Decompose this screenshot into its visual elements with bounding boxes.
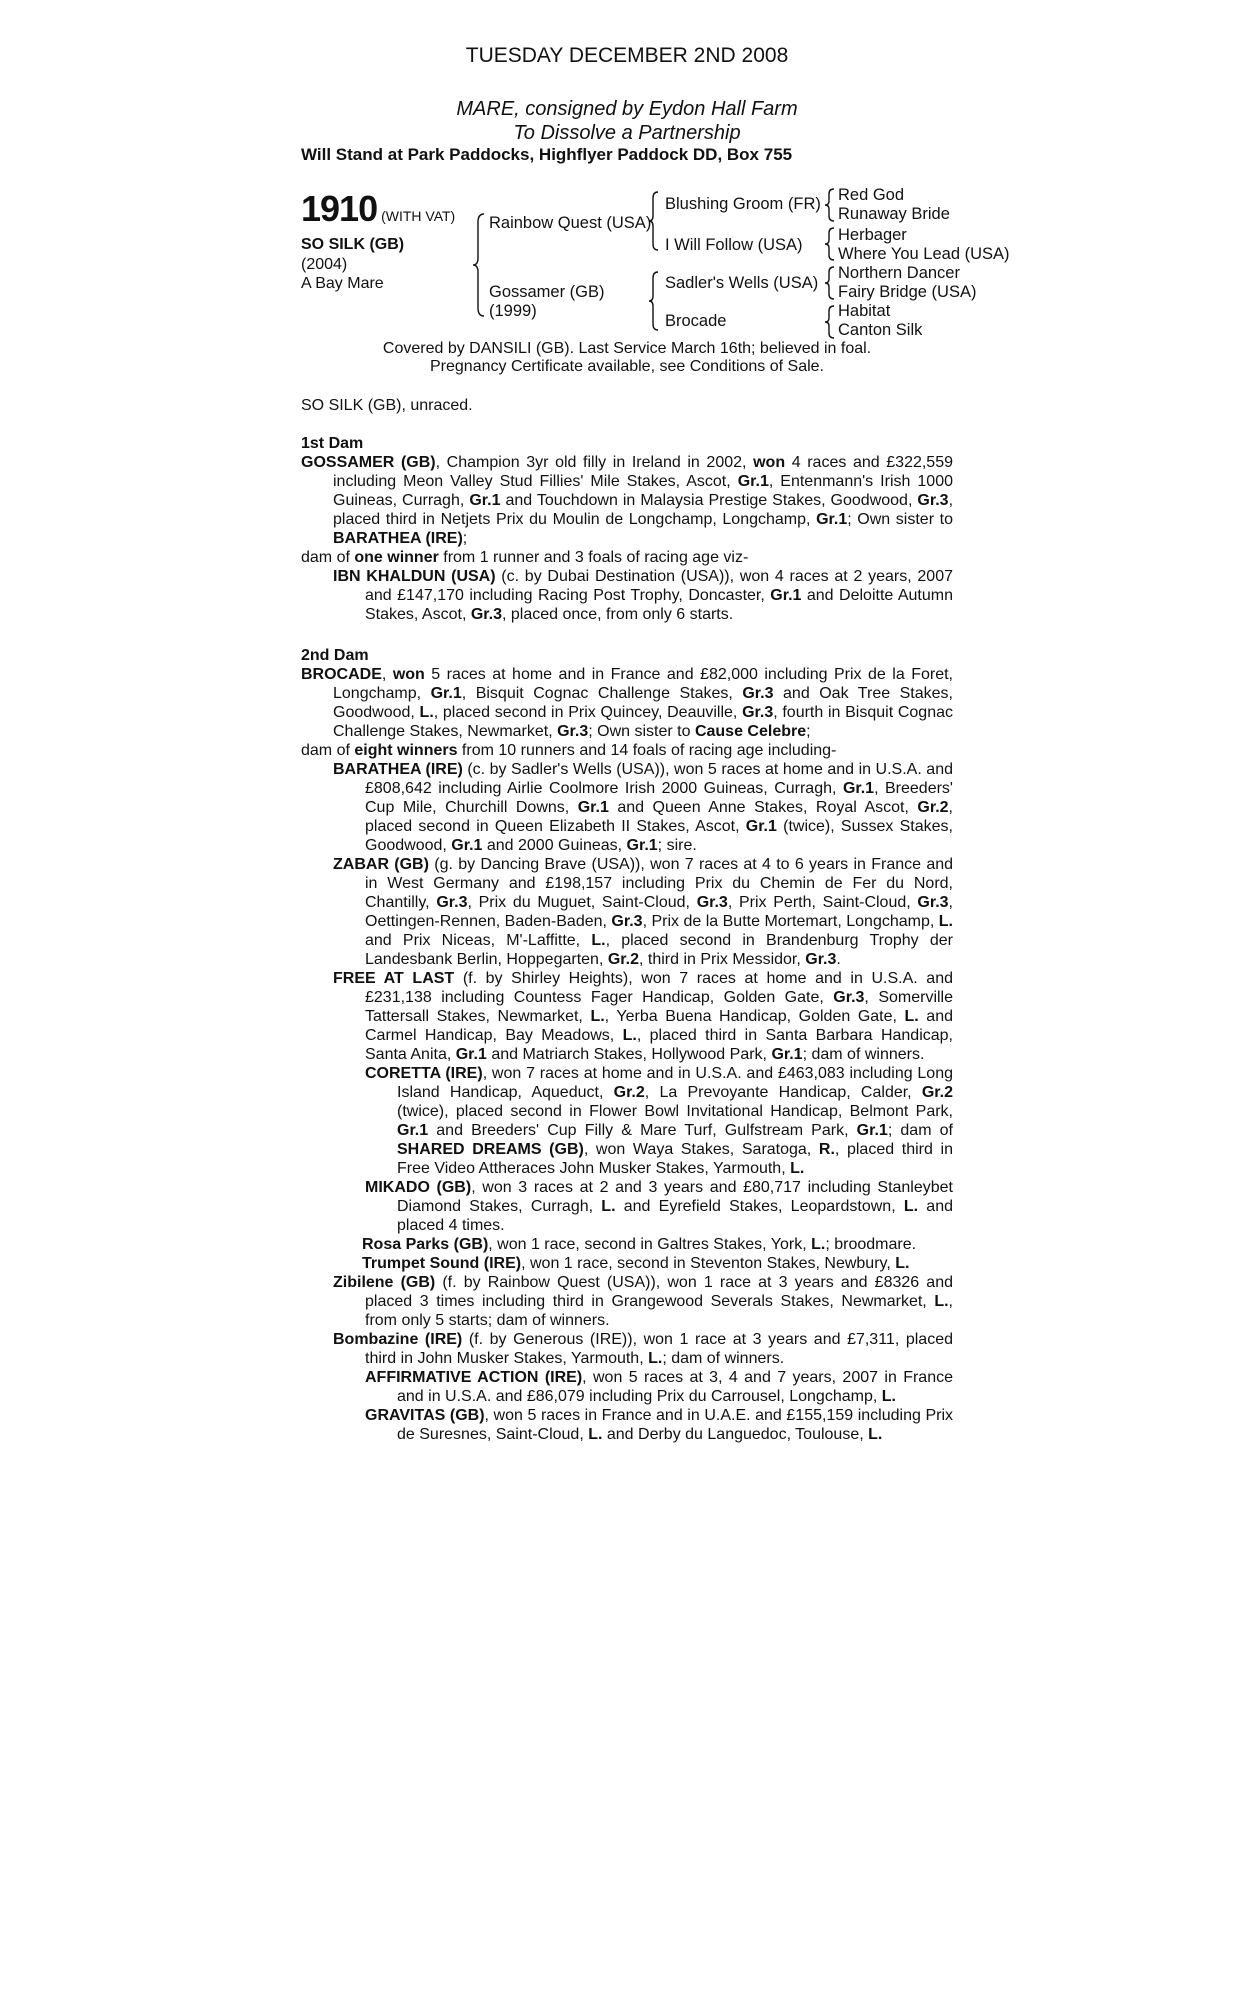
pedigree-dss: Northern Dancer (838, 264, 960, 282)
pregnancy-note: Pregnancy Certificate available, see Conditions of Sale. (430, 358, 824, 375)
vat-note: (WITH VAT) (381, 208, 456, 224)
first-dam-section (301, 434, 953, 624)
progeny-free-at-last: FREE AT LAST (f. by Shirley Heights), won 7 races at home and in U.S.A. and £231,138 including Countess Fager Handicap, Golden Gate, Gr.3, Somerville Tattersall Stakes, Newmarket, L., Yerba Buena Handicap, Golden Gate, L. and Carmel Handicap, Bay Meadows, L., placed third in Santa Barbara Handicap, Santa Anita, Gr.1 and Matriarch Stakes, Hollywood Park, Gr.1; dam of winners. (333, 970, 954, 1063)
second-dam-section (301, 646, 953, 1444)
pedigree-brace-main (472, 212, 486, 318)
first-dam-heading: 1st Dam (301, 435, 364, 452)
second-dam-paragraph: BROCADE, won 5 races at home and in France and £82,000 including Prix de la Foret, Longchamp, Gr.1, Bisquit Cognac Challenge Stakes, Gr.3 and Oak Tree Stakes, Goodwood, L., placed second in Prix Quincey, Deauville, Gr.3, fourth in Bisquit Cognac Challenge Stakes, Newmarket, Gr.3; Own sister to Cause Celebre; (301, 666, 954, 740)
first-dam-name: GOSSAMER (GB) (301, 454, 436, 471)
pedigree-brace-dd (824, 304, 836, 340)
sale-date: TUESDAY DECEMBER 2ND 2008 (465, 44, 789, 67)
stand-location: Will Stand at Park Paddocks, Highflyer Paddock DD, Box 755 (301, 145, 793, 164)
horse-name: SO SILK (GB) (301, 236, 405, 253)
horse-year: (2004) (301, 256, 348, 273)
pedigree-brace-ds (824, 265, 836, 301)
horse-description: A Bay Mare (301, 275, 384, 292)
pedigree-ssd: Runaway Bride (838, 205, 950, 223)
progeny-mikado: MIKADO (GB), won 3 races at 2 and 3 years and £80,717 including Stanleybet Diamond Stakes, Curragh, L. and Eyrefield Stakes, Leopardstown, L. and placed 4 times. (365, 1179, 954, 1234)
progeny-barathea: BARATHEA (IRE) (c. by Sadler's Wells (USA)), won 5 races at home and in U.S.A. and £808,642 including Airlie Coolmore Irish 2000 Guineas, Curragh, Gr.1, Breeders' Cup Mile, Churchill Downs, Gr.1 and Queen Anne Stakes, Royal Ascot, Gr.2, placed second in Queen Elizabeth II Stakes, Ascot, Gr.1 (twice), Sussex Stakes, Goodwood, Gr.1 and 2000 Guineas, Gr.1; sire. (333, 761, 954, 854)
progeny-affirmative-action: AFFIRMATIVE ACTION (IRE), won 5 races at 3, 4 and 7 years, 2007 in France and in U.S.A. and £86,079 including Prix du Carrousel, Longchamp, L. (365, 1369, 954, 1405)
pedigree-dam-dam: Brocade (665, 312, 727, 330)
pedigree-dam: Gossamer (GB) (489, 283, 605, 301)
covered-note: Covered by DANSILI (GB). Last Service March 16th; believed in foal. (382, 340, 872, 357)
unraced-note: SO SILK (GB), unraced. (301, 397, 473, 414)
pedigree-dam-sire: Sadler's Wells (USA) (665, 274, 819, 292)
pedigree-sds: Herbager (838, 226, 907, 244)
progeny-rosa-parks: Rosa Parks (GB), won 1 race, second in Galtres Stakes, York, L.; broodmare. (362, 1236, 917, 1253)
first-dam-paragraph: GOSSAMER (GB), Champion 3yr old filly in Ireland in 2002, won 4 races and £322,559 including Meon Valley Stud Fillies' Mile Stakes, Ascot, Gr.1, Entenmann's Irish 1000 Guineas, Curragh, Gr.1 and Touchdown in Malaysia Prestige Stakes, Goodwood, Gr.3, placed third in Netjets Prix du Moulin de Longchamp, Longchamp, Gr.1; Own sister to BARATHEA (IRE); (301, 454, 954, 547)
second-dam-heading: 2nd Dam (301, 647, 369, 664)
pedigree-ddd: Canton Silk (838, 321, 923, 339)
pedigree-sdd: Where You Lead (USA) (838, 245, 1010, 263)
pedigree-sss: Red God (838, 186, 905, 204)
second-dam-produce-summary: dam of eight winners from 10 runners and 14 foals of racing age including- (301, 742, 837, 759)
lot-number-block (301, 188, 455, 230)
pedigree-brace-dam (648, 270, 660, 332)
pedigree-dds: Habitat (838, 302, 891, 320)
progeny-bombazine: Bombazine (IRE) (f. by Generous (IRE)), won 1 race at 3 years and £7,311, placed third in John Musker Stakes, Yarmouth, L.; dam of winners. (333, 1331, 953, 1367)
pedigree-dam-year: (1999) (489, 302, 537, 320)
pedigree-brace-ss (824, 187, 836, 223)
second-dam-name: BROCADE (301, 666, 382, 683)
sale-reason: To Dissolve a Partnership (513, 122, 741, 144)
lot-number: 1910 (301, 188, 378, 229)
pedigree-sire-dam: I Will Follow (USA) (665, 236, 803, 254)
progeny-zabar: ZABAR (GB) (g. by Dancing Brave (USA)), won 7 races at 4 to 6 years in France and in West Germany and £198,157 including Prix du Chemin de Fer du Nord, Chantilly, Gr.3, Prix du Muguet, Saint-Cloud, Gr.3, Prix Perth, Saint-Cloud, Gr.3, Oettingen-Rennen, Baden-Baden, Gr.3, Prix de la Butte Mortemart, Longchamp, L. and Prix Niceas, M'-Laffitte, L., placed second in Brandenburg Trophy der Landesbank Berlin, Hoppegarten, Gr.2, third in Prix Messidor, Gr.3. (333, 856, 954, 968)
progeny-gravitas: GRAVITAS (GB), won 5 races in France and in U.A.E. and £155,159 including Prix de Suresnes, Saint-Cloud, L. and Derby du Languedoc, Toulouse, L. (365, 1407, 953, 1443)
pedigree-sire-sire: Blushing Groom (FR) (665, 195, 821, 213)
pedigree-sire: Rainbow Quest (USA) (489, 214, 652, 232)
consignor-line: MARE, consigned by Eydon Hall Farm (456, 98, 798, 120)
progeny-ibn-khaldun: IBN KHALDUN (USA) (c. by Dubai Destination (USA)), won 4 races at 2 years, 2007 and £147,170 including Racing Post Trophy, Doncaster, Gr.1 and Deloitte Autumn Stakes, Ascot, Gr.3, placed once, from only 6 starts. (333, 568, 953, 623)
progeny-zibilene: Zibilene (GB) (f. by Rainbow Quest (USA)), won 1 race at 3 years and £8326 and placed 3 times including third in Grangewood Severals Stakes, Newmarket, L., from only 5 starts; dam of winners. (333, 1274, 953, 1329)
progeny-coretta: CORETTA (IRE), won 7 races at home and in U.S.A. and £463,083 including Long Island Handicap, Aqueduct, Gr.2, La Prevoyante Handicap, Calder, Gr.2 (twice), placed second in Flower Bowl Invitational Handicap, Belmont Park, Gr.1 and Breeders' Cup Filly & Mare Turf, Gulfstream Park, Gr.1; dam of SHARED DREAMS (GB), won Waya Stakes, Saratoga, R., placed third in Free Video Attheraces John Musker Stakes, Yarmouth, L. (365, 1065, 954, 1177)
first-dam-produce-summary: dam of one winner from 1 runner and 3 foals of racing age viz- (301, 549, 749, 566)
pedigree-brace-sd (824, 226, 836, 262)
pedigree-dsd: Fairy Bridge (USA) (838, 283, 977, 301)
progeny-trumpet-sound: Trumpet Sound (IRE), won 1 race, second in Steventon Stakes, Newbury, L. (362, 1255, 910, 1272)
